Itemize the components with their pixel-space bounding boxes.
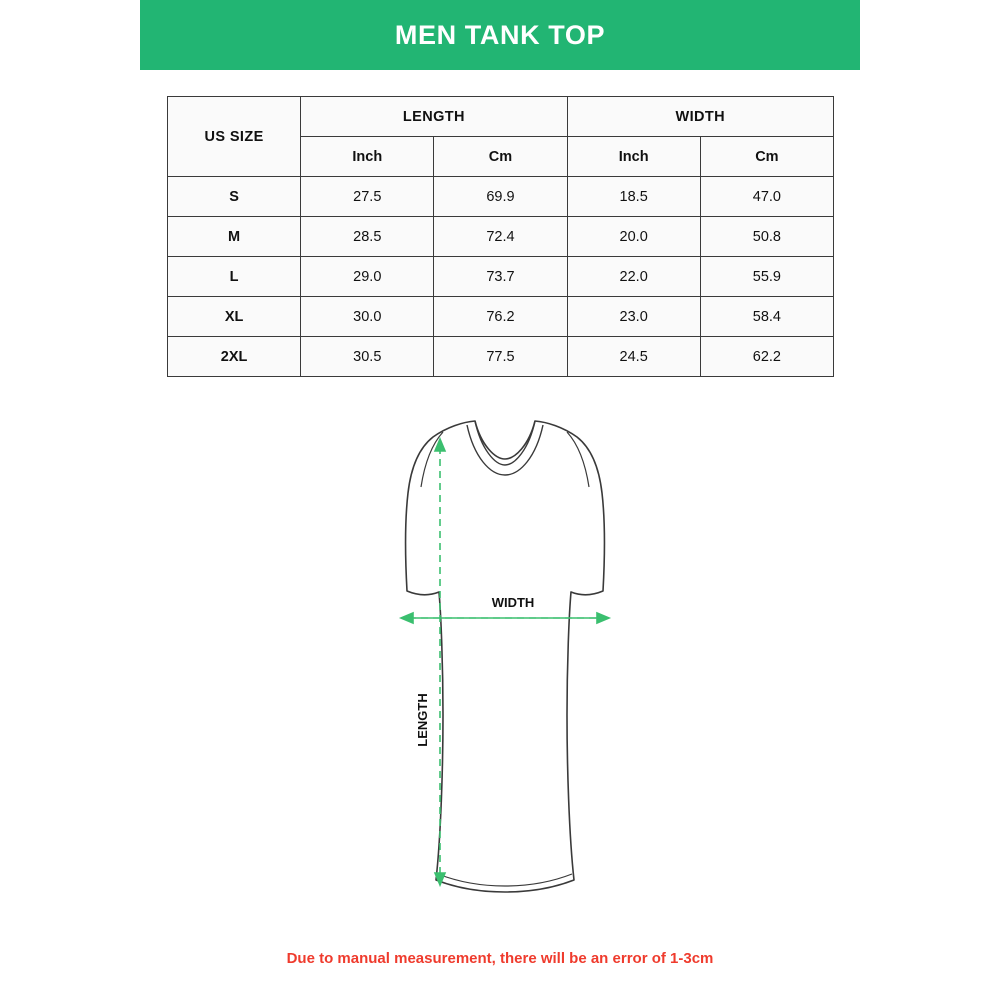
- size-chart-table: [167, 96, 834, 377]
- unit-length-inch: Inch: [301, 137, 434, 177]
- cell-width-cm: 47.0: [700, 177, 833, 217]
- cell-length-cm: 69.9: [434, 177, 567, 217]
- cell-length-inch: 28.5: [301, 217, 434, 257]
- table-row: [168, 257, 834, 297]
- header-us-size: US SIZE: [168, 97, 301, 177]
- cell-width-inch: 23.0: [567, 297, 700, 337]
- measurement-disclaimer: Due to manual measurement, there will be an error of 1-3cm: [286, 950, 714, 967]
- table-row: [168, 337, 834, 377]
- header-banner: [140, 0, 860, 70]
- table-row: [168, 297, 834, 337]
- unit-length-cm: Cm: [434, 137, 567, 177]
- cell-width-inch: 22.0: [567, 257, 700, 297]
- garment-illustration: [355, 415, 655, 905]
- cell-width-inch: 20.0: [567, 217, 700, 257]
- cell-width-inch: 18.5: [567, 177, 700, 217]
- cell-length-inch: 27.5: [301, 177, 434, 217]
- unit-width-inch: Inch: [567, 137, 700, 177]
- cell-width-cm: 62.2: [700, 337, 833, 377]
- cell-width-cm: 55.9: [700, 257, 833, 297]
- cell-length-inch: 29.0: [301, 257, 434, 297]
- cell-length-cm: 73.7: [434, 257, 567, 297]
- cell-size: L: [168, 257, 301, 297]
- cell-width-cm: 58.4: [700, 297, 833, 337]
- unit-width-cm: Cm: [700, 137, 833, 177]
- page-title: MEN TANK TOP: [394, 19, 606, 50]
- cell-length-cm: 77.5: [434, 337, 567, 377]
- cell-size: 2XL: [168, 337, 301, 377]
- cell-width-cm: 50.8: [700, 217, 833, 257]
- table-header-row: [168, 97, 834, 137]
- length-label: LENGTH: [415, 693, 430, 747]
- tank-top-outline: [406, 421, 605, 892]
- header-length: LENGTH: [301, 97, 567, 137]
- cell-size: M: [168, 217, 301, 257]
- cell-size: XL: [168, 297, 301, 337]
- cell-length-inch: 30.5: [301, 337, 434, 377]
- table-row: [168, 217, 834, 257]
- table-row: [168, 177, 834, 217]
- width-label: WIDTH: [491, 595, 535, 610]
- cell-width-inch: 24.5: [567, 337, 700, 377]
- cell-length-inch: 30.0: [301, 297, 434, 337]
- cell-length-cm: 72.4: [434, 217, 567, 257]
- header-width: WIDTH: [567, 97, 833, 137]
- cell-length-cm: 76.2: [434, 297, 567, 337]
- cell-size: S: [168, 177, 301, 217]
